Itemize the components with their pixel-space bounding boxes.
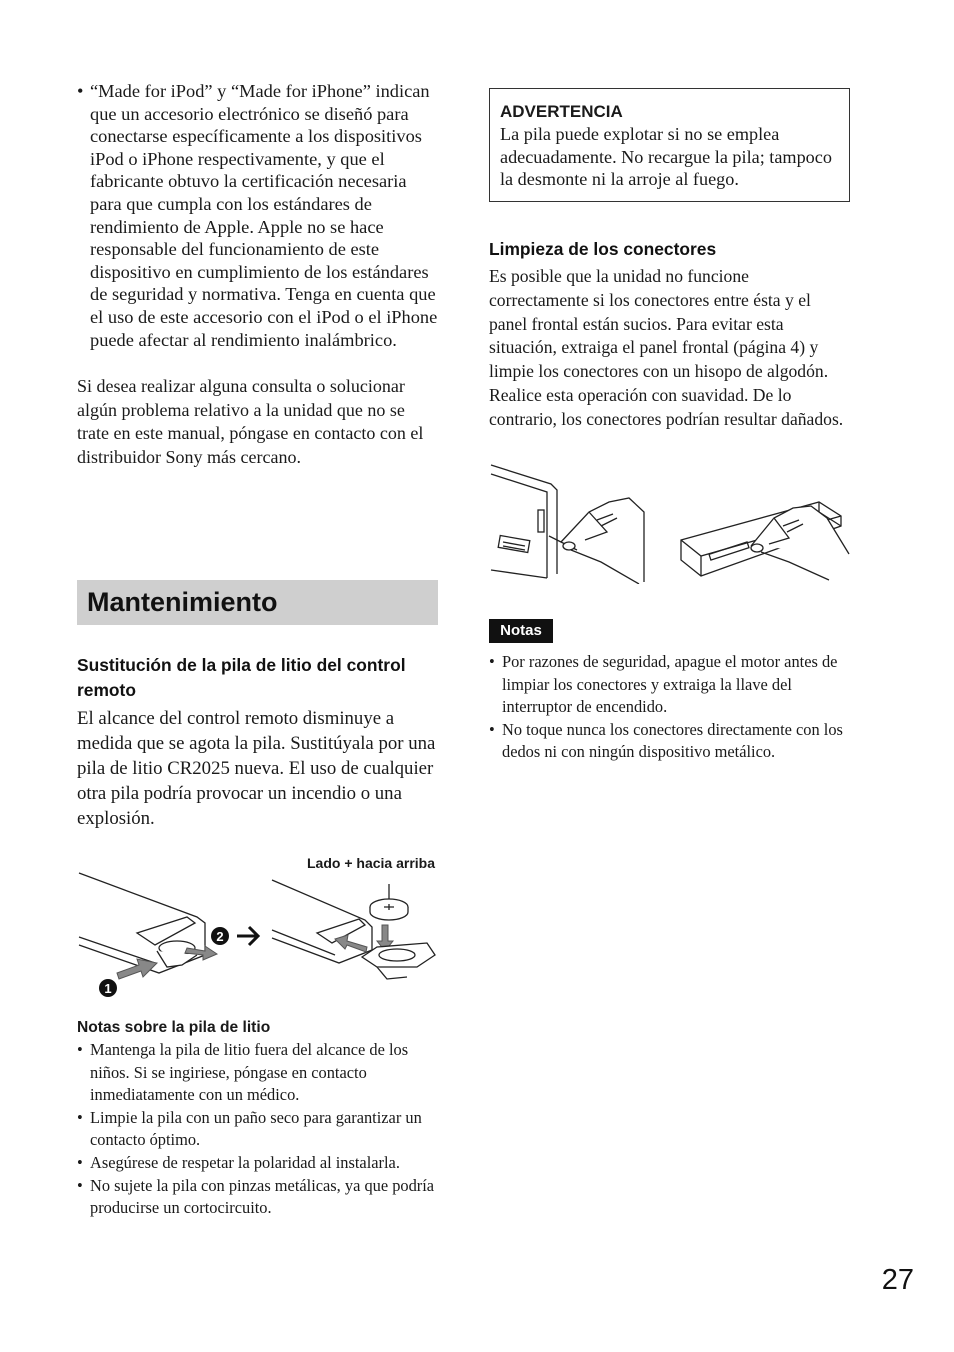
battery-note-item: • No sujete la pila con pinzas metálicas, ya que podría producirse un cortocircuito. [77, 1175, 439, 1220]
cleaning-body: Es posible que la unidad no funcione correctamente si los conectores entre ésta y el panel frontal están sucios. Para evitar esta situación, extraiga el panel frontal (página 4) y limpie los conectores con un hisopo de algodón. Realice esta operación con suavidad. De lo contrario, los conectores podrían resultar dañados. [489, 266, 844, 429]
battery-illustration [77, 855, 439, 1005]
step-2-label: 2 [216, 929, 224, 944]
battery-notes-list [77, 1039, 439, 1220]
battery-note-item: • Asegúrese de respetar la polaridad al instalarla. [77, 1152, 439, 1175]
push-arrow-left [117, 959, 157, 979]
cleaning-heading: Limpieza de los conectores [489, 239, 717, 259]
battery-section [77, 653, 439, 831]
battery-note-item: • Mantenga la pila de litio fuera del alcance de los niños. Si se ingiriese, póngase en contacto inmediatamente con un médico. [77, 1039, 439, 1107]
step-2-marker [211, 927, 229, 945]
hand-with-swab-left-drawing [549, 498, 644, 584]
connector-cleaning-illustration [489, 462, 851, 584]
page-number: 27 [881, 1264, 914, 1296]
connector-cleaning-figure [489, 462, 851, 584]
intro-bullet-item: • “Made for iPod” y “Made for iPhone” indican que un accesorio electrónico se diseñó para conectarse específicamente a los dispositivos iPod o iPhone respectivamente, y que el fabricante obtuvo la certificación necesaria para que cumpla con los estándares de rendimiento de Apple. Apple no se hace responsable del funcionamiento de este dispositivo en cumplimiento de los estándares de seguridad y normativa. Tenga en cuenta que el uso de este accesorio con el iPod o el iPhone puede afectar al rendimiento inalámbrico. [77, 80, 439, 351]
push-arrow-right [335, 935, 367, 952]
step-1-label: 1 [104, 981, 112, 996]
remote-control-right-drawing [272, 880, 372, 963]
notes-section [489, 651, 851, 764]
step-1-marker [99, 979, 117, 997]
contact-paragraph: Si desea realizar alguna consulta o solucionar algún problema relativo a la unidad que no se trate en este manual, póngase en contacto con el distribuidor Sony más cercano. [77, 376, 424, 467]
battery-tray-right-drawing [362, 943, 435, 979]
battery-coin-drawing [370, 884, 408, 920]
battery-notes-heading: Notas sobre la pila de litio [77, 1019, 271, 1036]
notes-badge: Notas [489, 619, 553, 643]
head-unit-drawing [491, 465, 557, 578]
battery-body: El alcance del control remoto disminuye a medida que se agota la pila. Sustitúyala por una pila de litio CR2025 nueva. El uso de cualquier otra pila podría provocar un incendio o una explosión. [77, 708, 436, 829]
battery-notes-section [77, 1017, 439, 1220]
battery-heading: Sustitución de la pila de litio del control remoto [77, 655, 406, 700]
notes-list [489, 651, 851, 764]
warning-text: La pila puede explotar si no se emplea adecuadamente. No recargue la pila; tampoco la desmonte ni la arroje al fuego. [500, 124, 832, 190]
battery-note-item: • Limpie la pila con un paño seco para garantizar un contacto óptimo. [77, 1107, 439, 1152]
right-arrow-icon [237, 927, 258, 945]
intro-section [77, 80, 439, 470]
warning-title: ADVERTENCIA [500, 102, 623, 121]
cleaning-section [489, 237, 851, 432]
intro-bullet-list [77, 80, 439, 351]
note-item: • Por razones de seguridad, apague el motor antes de limpiar los conectores y extraiga la llave del interruptor de encendido. [489, 651, 851, 719]
note-item: • No toque nunca los conectores directamente con los dedos ni con ningún dispositivo metálico. [489, 719, 851, 764]
battery-replacement-figure [77, 855, 439, 1005]
section-title-mantenimiento: Mantenimiento [77, 580, 438, 625]
figure-label-plus-side-up: Lado + hacia arriba [307, 855, 435, 871]
warning-box [489, 88, 850, 202]
